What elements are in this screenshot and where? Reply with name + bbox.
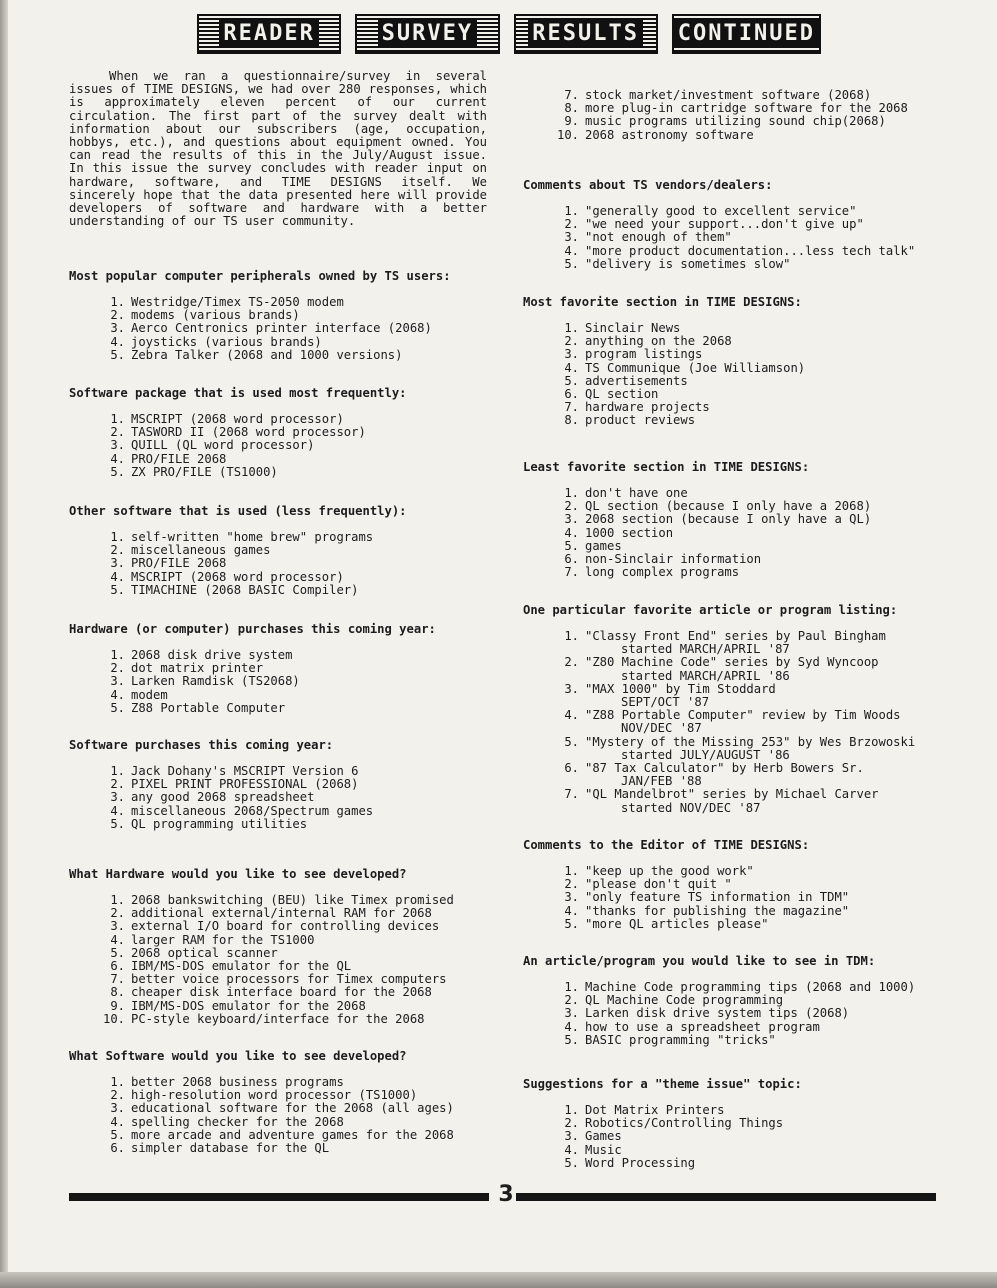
list-item-subtext: started JULY/AUGUST '86 bbox=[621, 747, 790, 762]
list-item-number: 4. bbox=[110, 334, 125, 349]
list-item bbox=[110, 674, 487, 689]
list-item bbox=[102, 1011, 487, 1026]
list-item bbox=[110, 1141, 487, 1156]
list-item-subtext: started MARCH/APRIL '86 bbox=[621, 668, 790, 683]
list-item-number: 3. bbox=[564, 1129, 579, 1144]
list-item-text: how to use a spreadsheet program bbox=[585, 1019, 820, 1034]
list-item-number: 5. bbox=[564, 373, 579, 388]
right-section-7-list bbox=[523, 1104, 947, 1170]
list-item-text: Sinclair News bbox=[585, 321, 681, 335]
page-number: 3 bbox=[498, 1182, 514, 1207]
list-item-number: 2. bbox=[564, 499, 579, 514]
right-section-2-list bbox=[523, 322, 947, 428]
list-item-number: 4. bbox=[110, 451, 125, 466]
list-item-text: PRO/FILE 2068 bbox=[131, 556, 227, 571]
list-item-text: stock market/investment software (2068) bbox=[585, 88, 872, 102]
list-item-number: 5. bbox=[110, 464, 125, 479]
list-item bbox=[564, 787, 947, 815]
list-item-text: TIMACHINE (2068 BASIC Compiler) bbox=[131, 582, 359, 597]
list-item-text: non-Sinclair information bbox=[585, 552, 762, 567]
list-item-text: MSCRIPT (2068 word processor) bbox=[131, 569, 344, 584]
list-item-number: 2. bbox=[564, 217, 579, 232]
right-heading-1: Comments about TS vendors/dealers: bbox=[523, 178, 773, 192]
list-item-number: 3. bbox=[110, 790, 125, 805]
list-item-text: better voice processors for Timex computers bbox=[131, 972, 447, 987]
list-item-number: 4. bbox=[110, 569, 125, 584]
list-item-text: QL programming utilities bbox=[131, 816, 308, 831]
title-word-1: READER bbox=[197, 14, 341, 54]
list-item-text: 1000 section bbox=[585, 525, 674, 540]
page-bottom-edge bbox=[0, 1272, 997, 1288]
list-item-subtext: JAN/FEB '88 bbox=[621, 774, 702, 789]
list-item-number: 5. bbox=[110, 1127, 125, 1142]
list-item-number: 5. bbox=[564, 1155, 579, 1170]
list-item bbox=[564, 734, 947, 762]
list-item-number: 1. bbox=[110, 893, 125, 907]
right-heading-6: An article/program you would like to see in TDM: bbox=[523, 954, 876, 968]
list-item-text: "Classy Front End" series by Paul Bingham bbox=[585, 629, 886, 643]
list-item-number: 9. bbox=[564, 114, 579, 129]
list-item-text: cheaper disk interface board for the 2068 bbox=[131, 985, 432, 1000]
list-item-number: 2. bbox=[564, 1116, 579, 1131]
list-item-text: long complex programs bbox=[585, 565, 740, 580]
title-word-2: SURVEY bbox=[355, 14, 499, 54]
list-item-number: 4. bbox=[564, 1142, 579, 1157]
intro-paragraph: When we ran a questionnaire/survey in several issues of TIME DESIGNS, we had over 280 responses, which is approximately eleven percent of our current circulation. The first part of the survey dealt with information about our subscribers (age, occupation, hobbys, etc.), and questions about equipment owned. You can read the results of this in the July/August issue. In this issue the survey concludes with reader input on hardware, software, and TIME DESIGNS itself. We sincerely hope that the data presented here will provide developers of software and hardware with a better understanding of our TS user community. bbox=[69, 69, 487, 229]
list-item-text: modem bbox=[131, 687, 168, 702]
list-item-text: high-resolution word processor (TS1000) bbox=[131, 1088, 418, 1103]
list-item-text: Larken Ramdisk (TS2068) bbox=[131, 674, 300, 689]
list-item-text: Aerco Centronics printer interface (2068) bbox=[131, 321, 432, 336]
left-section-6-list bbox=[69, 894, 487, 1026]
list-item-text: "delivery is sometimes slow" bbox=[585, 256, 791, 271]
list-item-text: external I/O board for controlling devices bbox=[131, 919, 440, 934]
list-item-text: ZX PRO/FILE (TS1000) bbox=[131, 464, 278, 479]
list-item-text: joysticks (various brands) bbox=[131, 334, 322, 349]
list-item-subtext: SEPT/OCT '87 bbox=[621, 695, 710, 710]
list-item-text: additional external/internal RAM for 2068 bbox=[131, 906, 432, 921]
list-item-text: "87 Tax Calculator" by Herb Bowers Sr. bbox=[585, 761, 864, 776]
list-item bbox=[110, 347, 487, 362]
list-item-text: Zebra Talker (2068 and 1000 versions) bbox=[131, 347, 403, 362]
list-item-number: 3. bbox=[110, 556, 125, 571]
list-item-number: 4. bbox=[564, 1019, 579, 1034]
list-item-text: Jack Dohany's MSCRIPT Version 6 bbox=[131, 764, 359, 778]
list-item-text: PC-style keyboard/interface for the 2068 bbox=[131, 1011, 425, 1026]
list-item-number: 3. bbox=[564, 890, 579, 905]
right-section-4-list bbox=[523, 630, 947, 815]
list-item-number: 2. bbox=[564, 655, 579, 670]
right-section-5-list bbox=[523, 865, 947, 931]
list-item bbox=[564, 708, 947, 736]
list-item-number: 10. bbox=[102, 1011, 125, 1026]
list-item-text: IBM/MS-DOS emulator for the 2068 bbox=[131, 998, 366, 1013]
list-item-text: "Mystery of the Missing 253" by Wes Brzowoski bbox=[585, 734, 916, 749]
list-item-number: 5. bbox=[110, 347, 125, 362]
list-item-text: any good 2068 spreadsheet bbox=[131, 790, 315, 805]
list-item-number: 7. bbox=[564, 787, 579, 802]
list-item bbox=[564, 655, 947, 683]
list-item-text: 2068 bankswitching (BEU) like Timex promised bbox=[131, 893, 454, 907]
footer-rule-right bbox=[516, 1193, 936, 1201]
list-item-number: 4. bbox=[110, 1114, 125, 1129]
list-item-number: 2. bbox=[564, 993, 579, 1008]
list-item-number: 1. bbox=[564, 864, 579, 878]
list-item-number: 4. bbox=[564, 360, 579, 375]
list-item-number: 3. bbox=[110, 321, 125, 336]
left-heading-2: Software package that is used most frequently: bbox=[69, 386, 407, 400]
list-item-text: educational software for the 2068 (all ages) bbox=[131, 1101, 454, 1116]
list-item bbox=[564, 916, 947, 931]
list-item-number: 10. bbox=[556, 127, 579, 142]
list-item-text: QL section bbox=[585, 387, 659, 402]
list-item-text: 2068 section (because I only have a QL) bbox=[585, 512, 872, 527]
list-item bbox=[564, 413, 947, 428]
left-section-5-list bbox=[69, 765, 487, 831]
page-spine bbox=[0, 0, 8, 1288]
list-item-text: "please don't quit " bbox=[585, 877, 732, 892]
list-item-number: 3. bbox=[564, 512, 579, 527]
list-item-text: PIXEL PRINT PROFESSIONAL (2068) bbox=[131, 777, 359, 792]
list-item-text: "Z88 Portable Computer" review by Tim Woods bbox=[585, 708, 901, 723]
list-item-text: Music bbox=[585, 1142, 622, 1157]
list-item-number: 6. bbox=[110, 959, 125, 974]
list-item-text: BASIC programming "tricks" bbox=[585, 1032, 776, 1047]
list-item-text: don't have one bbox=[585, 486, 688, 500]
list-item-number: 6. bbox=[110, 1141, 125, 1156]
list-item bbox=[110, 816, 487, 831]
left-section-4-list bbox=[69, 649, 487, 715]
list-item-text: PRO/FILE 2068 bbox=[131, 451, 227, 466]
list-item bbox=[556, 127, 947, 142]
list-item-text: TS Communique (Joe Williamson) bbox=[585, 360, 806, 375]
list-item-text: spelling checker for the 2068 bbox=[131, 1114, 344, 1129]
list-item-number: 6. bbox=[564, 552, 579, 567]
list-item-number: 4. bbox=[110, 932, 125, 947]
list-item-text: "generally good to excellent service" bbox=[585, 204, 857, 218]
list-item-number: 1. bbox=[110, 1075, 125, 1089]
list-item bbox=[564, 1129, 947, 1144]
list-item-text: "more QL articles please" bbox=[585, 916, 769, 931]
list-item-text: Machine Code programming tips (2068 and 1000) bbox=[585, 980, 916, 994]
list-item-text: QL Machine Code programming bbox=[585, 993, 784, 1008]
list-item-number: 1. bbox=[564, 204, 579, 218]
list-item-text: "we need your support...don't give up" bbox=[585, 217, 864, 232]
list-item-text: more arcade and adventure games for the 2068 bbox=[131, 1127, 454, 1142]
right-section-1-list bbox=[523, 205, 947, 271]
title-word-3: RESULTS bbox=[514, 14, 658, 54]
list-item-text: "not enough of them" bbox=[585, 230, 732, 245]
list-item-text: Westridge/Timex TS-2050 modem bbox=[131, 295, 344, 309]
list-item-number: 5. bbox=[110, 945, 125, 960]
list-item-number: 5. bbox=[564, 256, 579, 271]
left-section-7-list bbox=[69, 1076, 487, 1155]
list-item-text: "MAX 1000" by Tim Stoddard bbox=[585, 681, 776, 696]
left-heading-4: Hardware (or computer) purchases this coming year: bbox=[69, 622, 436, 636]
left-column bbox=[69, 69, 487, 1156]
list-item-number: 4. bbox=[110, 687, 125, 702]
list-item-number: 1. bbox=[564, 321, 579, 335]
list-item-text: hardware projects bbox=[585, 400, 710, 415]
list-item-number: 2. bbox=[110, 425, 125, 440]
list-item-number: 5. bbox=[564, 1032, 579, 1047]
list-item bbox=[564, 629, 947, 657]
list-item-number: 1. bbox=[110, 764, 125, 778]
left-section-2-list bbox=[69, 413, 487, 479]
list-item-text: dot matrix printer bbox=[131, 661, 264, 676]
right-heading-3: Least favorite section in TIME DESIGNS: bbox=[523, 460, 810, 474]
list-item-number: 3. bbox=[564, 230, 579, 245]
title-word-4: CONTINUED bbox=[672, 14, 821, 54]
list-item-text: larger RAM for the TS1000 bbox=[131, 932, 315, 947]
list-item-text: miscellaneous 2068/Spectrum games bbox=[131, 803, 374, 818]
left-heading-6: What Hardware would you like to see developed? bbox=[69, 867, 407, 881]
list-item-text: product reviews bbox=[585, 413, 696, 428]
left-section-3-list bbox=[69, 531, 487, 597]
list-item-text: "QL Mandelbrot" series by Michael Carver bbox=[585, 787, 879, 802]
list-item bbox=[110, 700, 487, 715]
list-item-number: 8. bbox=[110, 985, 125, 1000]
list-item-number: 5. bbox=[564, 734, 579, 749]
list-item-number: 8. bbox=[564, 413, 579, 428]
list-item bbox=[564, 1155, 947, 1170]
list-item-number: 1. bbox=[564, 980, 579, 994]
right-heading-2: Most favorite section in TIME DESIGNS: bbox=[523, 295, 802, 309]
list-item-number: 2. bbox=[110, 543, 125, 558]
left-heading-1: Most popular computer peripherals owned by TS users: bbox=[69, 269, 451, 283]
list-item bbox=[564, 525, 947, 540]
list-item-text: Larken disk drive system tips (2068) bbox=[585, 1006, 850, 1021]
list-item-number: 7. bbox=[110, 972, 125, 987]
list-item-number: 8. bbox=[564, 101, 579, 116]
list-item-number: 2. bbox=[110, 777, 125, 792]
list-item bbox=[110, 582, 487, 597]
right-section-3-list bbox=[523, 487, 947, 579]
right-heading-4: One particular favorite article or program listing: bbox=[523, 603, 898, 617]
list-item-text: Word Processing bbox=[585, 1155, 696, 1170]
list-item-number: 2. bbox=[110, 906, 125, 921]
list-item-number: 2. bbox=[110, 1088, 125, 1103]
list-item bbox=[110, 464, 487, 479]
software-continued-list bbox=[523, 89, 947, 142]
list-item-number: 1. bbox=[564, 629, 579, 643]
list-item-number: 2. bbox=[564, 877, 579, 892]
list-item-number: 3. bbox=[564, 1006, 579, 1021]
list-item-number: 5. bbox=[564, 538, 579, 553]
list-item-text: advertisements bbox=[585, 373, 688, 388]
list-item-text: QL section (because I only have a 2068) bbox=[585, 499, 872, 514]
list-item-number: 7. bbox=[564, 565, 579, 580]
list-item bbox=[564, 565, 947, 580]
list-item-text: Dot Matrix Printers bbox=[585, 1103, 725, 1117]
list-item-number: 3. bbox=[110, 438, 125, 453]
list-item-number: 1. bbox=[110, 295, 125, 309]
list-item-text: Games bbox=[585, 1129, 622, 1144]
left-section-1-list bbox=[69, 296, 487, 362]
list-item-number: 1. bbox=[110, 648, 125, 662]
list-item-text: MSCRIPT (2068 word processor) bbox=[131, 412, 344, 426]
list-item bbox=[564, 761, 947, 789]
page-title bbox=[197, 14, 821, 52]
list-item-number: 1. bbox=[110, 530, 125, 544]
list-item-text: self-written "home brew" programs bbox=[131, 530, 374, 544]
list-item-text: program listings bbox=[585, 347, 703, 362]
list-item-number: 1. bbox=[564, 1103, 579, 1117]
left-heading-3: Other software that is used (less frequently): bbox=[69, 504, 407, 518]
list-item-number: 3. bbox=[564, 347, 579, 362]
list-item bbox=[564, 256, 947, 271]
list-item-number: 3. bbox=[110, 919, 125, 934]
list-item-text: more plug-in cartridge software for the 2068 bbox=[585, 101, 908, 116]
list-item-number: 6. bbox=[564, 387, 579, 402]
list-item-text: anything on the 2068 bbox=[585, 334, 732, 349]
list-item-number: 5. bbox=[564, 916, 579, 931]
list-item-text: 2068 astronomy software bbox=[585, 127, 754, 142]
list-item-number: 1. bbox=[110, 412, 125, 426]
list-item-text: "keep up the good work" bbox=[585, 864, 754, 878]
list-item-text: 2068 optical scanner bbox=[131, 945, 278, 960]
list-item-text: Z88 Portable Computer bbox=[131, 700, 286, 715]
list-item bbox=[564, 681, 947, 710]
list-item-number: 4. bbox=[564, 243, 579, 258]
list-item-number: 4. bbox=[110, 803, 125, 818]
list-item-text: QUILL (QL word processor) bbox=[131, 438, 315, 453]
list-item-number: 3. bbox=[564, 681, 579, 696]
list-item-number: 5. bbox=[110, 816, 125, 831]
list-item-text: "thanks for publishing the magazine" bbox=[585, 903, 850, 918]
list-item-text: modems (various brands) bbox=[131, 308, 300, 323]
list-item-subtext: started MARCH/APRIL '87 bbox=[621, 642, 790, 657]
list-item-subtext: NOV/DEC '87 bbox=[621, 721, 702, 736]
list-item-number: 2. bbox=[110, 308, 125, 323]
list-item-number: 6. bbox=[564, 761, 579, 776]
list-item-text: "more product documentation...less tech talk" bbox=[585, 243, 916, 258]
list-item-number: 4. bbox=[564, 708, 579, 723]
list-item-number: 2. bbox=[564, 334, 579, 349]
list-item-text: IBM/MS-DOS emulator for the QL bbox=[131, 959, 352, 974]
list-item-number: 7. bbox=[564, 400, 579, 415]
list-item-number: 4. bbox=[564, 525, 579, 540]
list-item-text: better 2068 business programs bbox=[131, 1075, 344, 1089]
left-heading-5: Software purchases this coming year: bbox=[69, 738, 334, 752]
footer-rule-left bbox=[69, 1193, 489, 1201]
right-heading-5: Comments to the Editor of TIME DESIGNS: bbox=[523, 838, 810, 852]
list-item bbox=[564, 1116, 947, 1131]
list-item-text: miscellaneous games bbox=[131, 543, 271, 558]
list-item-text: music programs utilizing sound chip(2068) bbox=[585, 114, 886, 129]
list-item-number: 4. bbox=[564, 903, 579, 918]
list-item-number: 5. bbox=[110, 700, 125, 715]
list-item-number: 9. bbox=[110, 998, 125, 1013]
list-item-number: 7. bbox=[564, 88, 579, 102]
list-item-number: 3. bbox=[110, 1101, 125, 1116]
list-item-number: 5. bbox=[110, 582, 125, 597]
list-item-subtext: started NOV/DEC '87 bbox=[621, 800, 761, 815]
left-heading-7: What Software would you like to see developed? bbox=[69, 1049, 407, 1063]
list-item bbox=[564, 1032, 947, 1047]
list-item-text: simpler database for the QL bbox=[131, 1141, 330, 1156]
right-heading-7: Suggestions for a "theme issue" topic: bbox=[523, 1077, 802, 1091]
list-item-number: 3. bbox=[110, 674, 125, 689]
list-item-text: Robotics/Controlling Things bbox=[585, 1116, 784, 1131]
right-section-6-list bbox=[523, 981, 947, 1047]
list-item-text: 2068 disk drive system bbox=[131, 648, 293, 662]
list-item-text: "only feature TS information in TDM" bbox=[585, 890, 850, 905]
list-item-number: 1. bbox=[564, 486, 579, 500]
list-item-text: "Z80 Machine Code" series by Syd Wyncoop bbox=[585, 655, 879, 670]
list-item-text: games bbox=[585, 538, 622, 553]
list-item-text: TASWORD II (2068 word processor) bbox=[131, 425, 366, 440]
list-item-number: 2. bbox=[110, 661, 125, 676]
